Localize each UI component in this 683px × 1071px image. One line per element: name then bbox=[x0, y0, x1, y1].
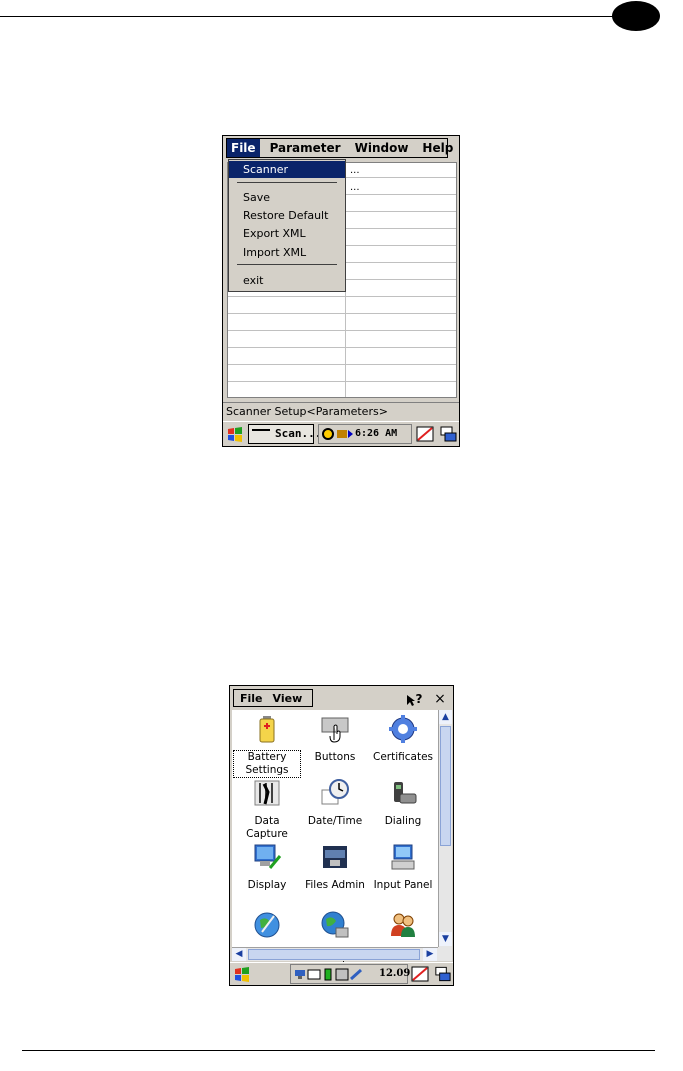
help-label: ? bbox=[415, 692, 423, 706]
menu-file[interactable]: File bbox=[227, 139, 260, 157]
battery-icon bbox=[252, 714, 282, 744]
menu-view[interactable]: View bbox=[272, 691, 303, 705]
data-capture-icon bbox=[252, 778, 282, 808]
control-panel-screenshot bbox=[229, 685, 454, 986]
cp-item-label: Certificates bbox=[372, 751, 433, 763]
cp-item-date-time[interactable] bbox=[302, 778, 368, 828]
size-grip bbox=[438, 947, 452, 961]
cp-item-display[interactable] bbox=[234, 842, 300, 892]
cp-item-label: Files Admin bbox=[305, 879, 365, 891]
close-button[interactable]: × bbox=[434, 691, 446, 707]
scroll-up-arrow-icon[interactable]: ▲ bbox=[439, 710, 452, 724]
system-tray bbox=[290, 964, 411, 984]
menu-item-exit[interactable]: exit bbox=[243, 274, 264, 287]
menu-bar bbox=[226, 138, 454, 158]
grid-cell[interactable]: ... bbox=[350, 165, 360, 176]
cp-item-files-admin[interactable] bbox=[302, 842, 368, 892]
cp-item-label: Battery Settings bbox=[234, 751, 300, 777]
horizontal-scrollbar[interactable] bbox=[232, 947, 438, 961]
window-switch-icon[interactable] bbox=[438, 424, 458, 444]
input-panel-keyboard-icon bbox=[388, 842, 418, 872]
network-globe-icon bbox=[320, 910, 350, 940]
chapter-tab-marker bbox=[612, 1, 660, 31]
internet-globe-icon bbox=[252, 910, 282, 940]
help-button[interactable] bbox=[402, 690, 426, 708]
vertical-scrollbar[interactable] bbox=[438, 710, 452, 947]
windows-start-icon[interactable] bbox=[226, 426, 244, 443]
menu-file[interactable]: File bbox=[240, 691, 263, 705]
file-dropdown-menu bbox=[228, 159, 346, 292]
header-rule bbox=[0, 16, 615, 17]
scroll-down-arrow-icon[interactable]: ▼ bbox=[439, 932, 452, 946]
date-time-clock-icon bbox=[320, 778, 350, 808]
menu-window[interactable]: Window bbox=[354, 141, 409, 155]
keypad-icon[interactable] bbox=[336, 969, 348, 980]
cp-item-label: Input Panel bbox=[373, 879, 433, 891]
cp-item-data-capture[interactable] bbox=[234, 778, 300, 841]
menu-separator bbox=[237, 264, 337, 265]
taskbar-scanner-button[interactable] bbox=[248, 424, 322, 444]
cp-item-certificates[interactable] bbox=[370, 714, 436, 764]
tray-arrow-icon[interactable] bbox=[348, 430, 353, 438]
wireless-icon[interactable] bbox=[350, 969, 362, 980]
menu-item-save[interactable]: Save bbox=[243, 191, 271, 204]
hand-button-icon bbox=[320, 714, 350, 744]
system-tray bbox=[318, 424, 412, 444]
cp-item-label: Buttons bbox=[314, 751, 356, 763]
menu-help[interactable]: Help bbox=[422, 141, 454, 155]
taskbar bbox=[223, 421, 459, 446]
certificate-gear-icon bbox=[388, 714, 418, 744]
menu-item-import-xml[interactable]: Import XML bbox=[243, 246, 307, 259]
scroll-thumb[interactable] bbox=[248, 949, 420, 960]
grid-cell[interactable]: ... bbox=[350, 182, 360, 193]
window-switch-icon[interactable] bbox=[433, 964, 452, 984]
connectivity-icon[interactable] bbox=[322, 428, 334, 440]
keyboard-toggle-icon[interactable] bbox=[410, 964, 430, 984]
clock[interactable]: 12.09 bbox=[379, 968, 411, 979]
files-admin-icon bbox=[320, 842, 350, 872]
cp-item-battery-settings[interactable] bbox=[234, 714, 300, 777]
keyboard-toggle-icon[interactable] bbox=[415, 424, 435, 444]
menu-item-restore-default[interactable]: Restore Default bbox=[243, 209, 329, 222]
menu-item-scanner[interactable]: Scanner bbox=[229, 161, 345, 178]
menu-item-export-xml[interactable]: Export XML bbox=[243, 227, 306, 240]
pointer-arrow-icon bbox=[406, 694, 416, 706]
taskbar bbox=[230, 962, 453, 985]
phone-icon bbox=[388, 778, 418, 808]
cp-item-buttons[interactable] bbox=[302, 714, 368, 764]
scroll-left-arrow-icon[interactable]: ◀ bbox=[232, 948, 246, 961]
taskbar-task-label: Scan... bbox=[275, 427, 322, 440]
input-mode-icon[interactable] bbox=[308, 969, 320, 980]
scanner-app-icon bbox=[252, 429, 270, 441]
cp-item-input-panel[interactable] bbox=[370, 842, 436, 892]
cp-item-label: Display bbox=[247, 879, 287, 891]
scroll-thumb[interactable] bbox=[440, 726, 451, 846]
display-monitor-icon bbox=[252, 842, 282, 872]
menu-separator bbox=[237, 182, 337, 183]
cp-item-label: Date/Time bbox=[307, 815, 363, 827]
menu-parameter[interactable]: Parameter bbox=[269, 141, 341, 155]
network-status-icon[interactable] bbox=[294, 969, 306, 980]
clock[interactable]: 6:26 AM bbox=[355, 428, 398, 439]
scroll-right-arrow-icon[interactable]: ▶ bbox=[423, 948, 437, 961]
scanner-setup-screenshot bbox=[222, 135, 460, 447]
cp-item-label: Dialing bbox=[384, 815, 422, 827]
menu-bar bbox=[233, 689, 313, 707]
windows-start-icon[interactable] bbox=[233, 966, 251, 983]
cp-item-label: Data Capture bbox=[246, 815, 288, 840]
battery-status-icon[interactable] bbox=[322, 969, 334, 980]
owner-people-icon bbox=[388, 910, 418, 940]
cp-item-dialing[interactable] bbox=[370, 778, 436, 828]
sync-icon[interactable] bbox=[337, 430, 347, 438]
control-panel-items bbox=[232, 710, 438, 947]
status-bar: Scanner Setup<Parameters> bbox=[223, 402, 459, 420]
footer-rule bbox=[22, 1050, 655, 1051]
